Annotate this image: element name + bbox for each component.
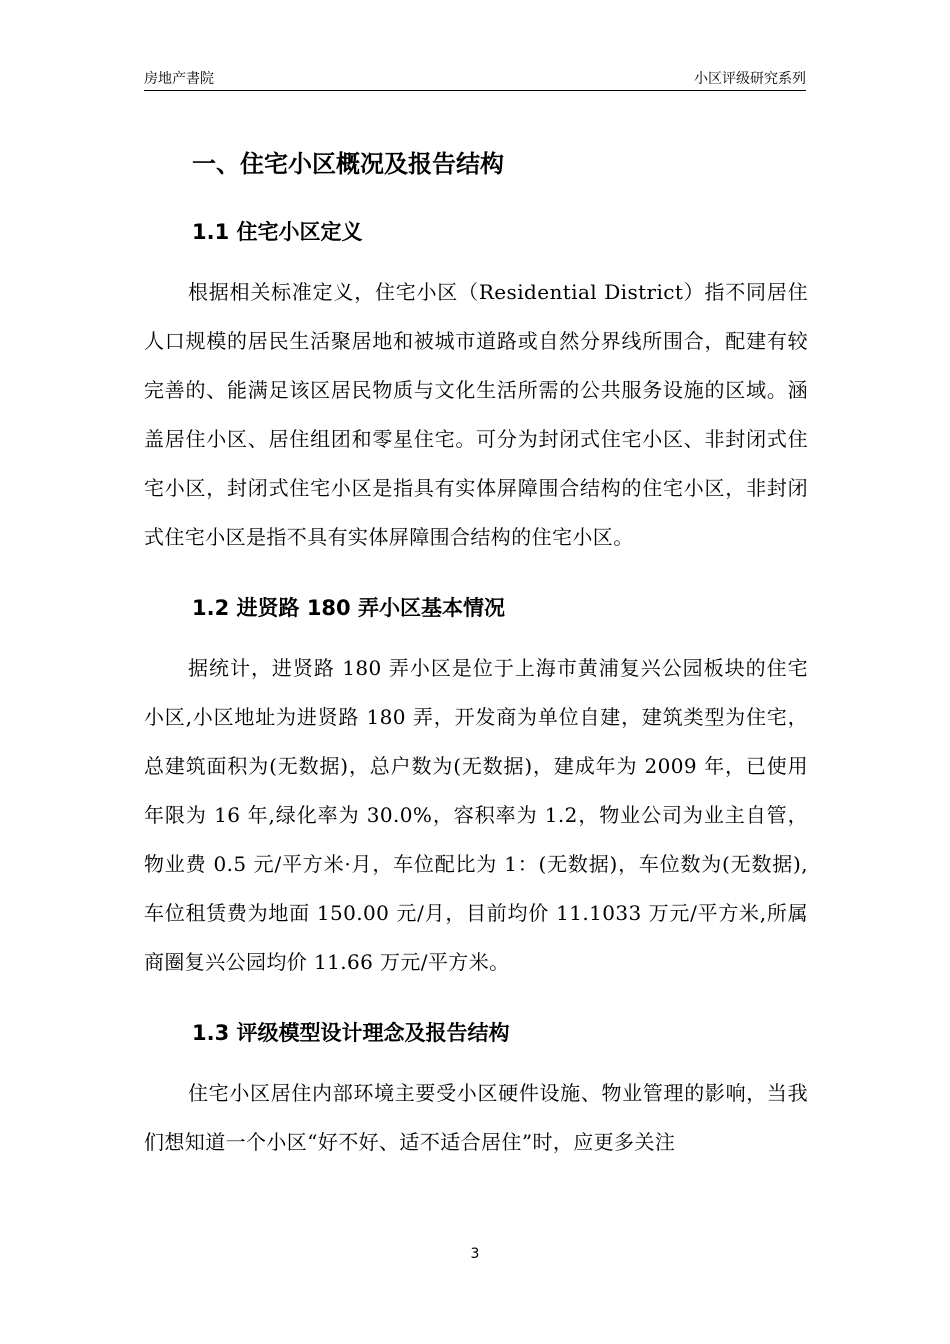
page-content xyxy=(144,140,808,1167)
page-header xyxy=(144,64,806,91)
header-publisher: 房地产書院 xyxy=(144,71,214,87)
subsection-heading-1-3: 1.3 评级模型设计理念及报告结构 xyxy=(192,1021,510,1045)
paragraph-model-design: 住宅小区居住内部环境主要受小区硬件设施、物业管理的影响，当我们想知道一个小区“好不好、适不适合居住”时，应更多关注 xyxy=(144,1081,808,1154)
paragraph-definition: 根据相关标准定义，住宅小区（Residential District）指不同居住人口规模的居民生活聚居地和被城市道路或自然分界线所围合，配建有较完善的、能满足该区居民物质与文化生活所需的公共服务设施的区域。涵盖居住小区、居住组团和零星住宅。可分为封闭式住宅小区、非封闭式住宅小区，封闭式住宅小区是指具有实体屏障围合结构的住宅小区，非封闭式住宅小区是指不具有实体屏障围合结构的住宅小区。 xyxy=(144,280,808,549)
subsection-heading-1-2: 1.2 进贤路 180 弄小区基本情况 xyxy=(192,596,505,620)
page-number: 3 xyxy=(470,1246,480,1262)
paragraph-basic-info: 据统计，进贤路 180 弄小区是位于上海市黄浦复兴公园板块的住宅小区,小区地址为进贤路 180 弄，开发商为单位自建，建筑类型为住宅，总建筑面积为(无数据)，总户数为(无数据)，建成年为 2009 年，已使用年限为 16 年,绿化率为 30.0%，容积率为 1.2，物业公司为业主自管，物业费 0.5 元/平方米·月，车位配比为 1：(无数据)，车位数为(无数据),车位租赁费为地面 150.00 元/月，目前均价 11.1033 万元/平方米,所属商圈复兴公园均价 11.66 万元/平方米。 xyxy=(144,656,808,974)
header-series: 小区评级研究系列 xyxy=(694,71,806,87)
section-heading: 一、住宅小区概况及报告结构 xyxy=(192,150,504,178)
subsection-heading-1-1: 1.1 住宅小区定义 xyxy=(192,220,363,244)
